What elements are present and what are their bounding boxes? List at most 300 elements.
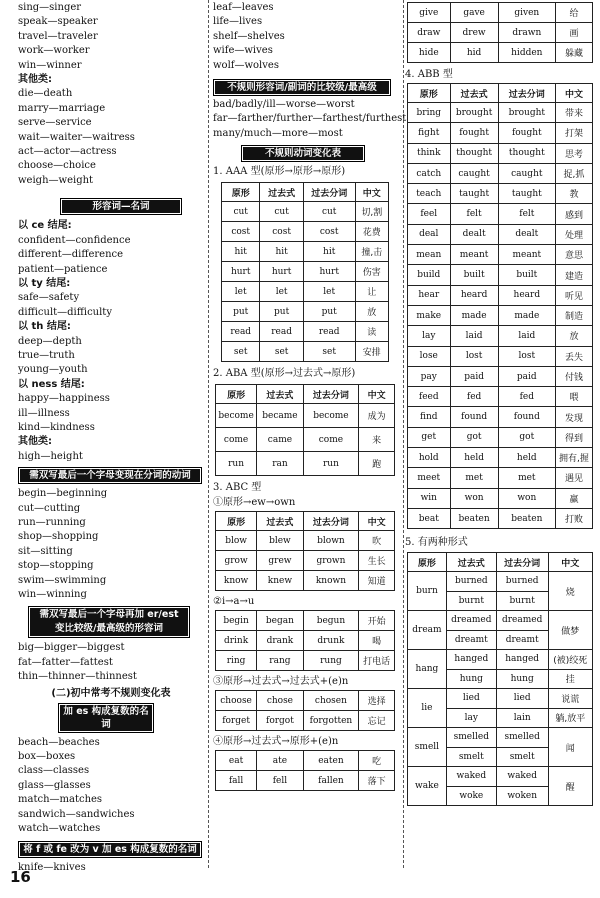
column-divider [208, 0, 209, 868]
table-cell: paid [450, 366, 498, 386]
table-cell: brought [498, 103, 555, 123]
table-cell: blew [257, 531, 304, 551]
table-cell: come [216, 428, 257, 452]
table-cell: hit [222, 242, 260, 262]
table-header-cell: 中文 [359, 512, 395, 531]
word-list [213, 98, 407, 141]
table-cell: build [408, 265, 451, 285]
table-cell: felt [498, 204, 555, 224]
table-cell: hidden [498, 43, 555, 63]
table-row [216, 611, 395, 631]
table-cell: forgotten [303, 711, 358, 731]
table-header-cell: 过去式 [446, 553, 496, 572]
abb-table [407, 83, 593, 529]
table-cell: ran [257, 452, 304, 476]
table-cell: found [498, 407, 555, 427]
table-cell: hit [260, 242, 303, 262]
table-header-cell: 过去式 [257, 512, 304, 531]
table-cell: fallen [303, 771, 358, 791]
word-list [18, 861, 204, 875]
word-pair: cut—cutting [18, 502, 81, 514]
table-header-row [408, 553, 593, 572]
table-cell: paid [498, 366, 555, 386]
table-cell: 喝 [359, 631, 395, 651]
table-row [408, 103, 593, 123]
table-cell: feel [408, 204, 451, 224]
table-cell: heard [498, 285, 555, 305]
table-header-cell: 原形 [216, 385, 257, 404]
word-pair: beach—beaches [18, 736, 100, 748]
table-cell: 捉,抓 [555, 163, 592, 183]
table-row [408, 143, 593, 163]
table-cell: hang [408, 650, 447, 689]
table-cell: blown [303, 531, 358, 551]
table-cell: 躲藏 [555, 43, 592, 63]
table-cell: drank [257, 631, 304, 651]
section-band-double-adj [28, 606, 190, 638]
word-list [18, 392, 204, 435]
table-cell: given [498, 3, 555, 23]
table-header-cell: 中文 [355, 183, 388, 202]
table-cell: 闻 [548, 728, 592, 767]
table-cell: meant [498, 245, 555, 265]
table-cell: smelled [496, 728, 548, 748]
table-cell: got [450, 427, 498, 447]
table-cell: rung [303, 651, 358, 671]
word-pair: fat—fatter—fattest [18, 656, 113, 668]
category-label: 以 ness 结尾: [18, 378, 85, 390]
table-header-cell: 过去分词 [303, 183, 355, 202]
word-pair: confident—confidence [18, 234, 131, 246]
table-cell: began [257, 611, 304, 631]
table-row [408, 508, 593, 528]
section-band-double-verb: 需双写最后一个字母变现在分词的动词 [18, 467, 202, 484]
table-header-cell: 过去分词 [303, 512, 358, 531]
table-cell: lied [446, 689, 496, 709]
table-row [222, 202, 389, 222]
table-cell: burn [408, 572, 447, 611]
table-row [216, 651, 395, 671]
band-line: 变比较级/最高级的形容词 [55, 623, 163, 635]
table-cell: 吃 [359, 751, 395, 771]
table-row [408, 387, 593, 407]
table-cell: smelt [496, 747, 548, 767]
table-cell: won [450, 488, 498, 508]
table-cell: 放 [355, 302, 388, 322]
table-cell: 喂 [555, 387, 592, 407]
table-cell: ring [216, 651, 257, 671]
word-list [18, 1, 204, 73]
word-pair: far—farther/further—farthest/furthest [213, 113, 407, 125]
table-cell: choose [216, 691, 257, 711]
table-cell: run [303, 452, 358, 476]
table-row [216, 751, 395, 771]
word-pair: thin—thinner—thinnest [18, 671, 137, 683]
word-pair: many/much—more—most [213, 127, 343, 139]
table-cell: came [257, 428, 304, 452]
table-cell: cost [222, 222, 260, 242]
table-cell: 说谎 [548, 689, 592, 709]
table-cell: waked [496, 767, 548, 787]
table-cell: 挂 [548, 669, 592, 689]
table-row [408, 245, 593, 265]
table-cell: smelt [446, 747, 496, 767]
table-cell: 伤害 [355, 262, 388, 282]
table-cell: fight [408, 123, 451, 143]
table-cell: 来 [359, 428, 395, 452]
table-header-cell: 中文 [359, 385, 395, 404]
table-cell: dream [408, 611, 447, 650]
table-cell: burnt [496, 591, 548, 611]
table-cell: 花费 [355, 222, 388, 242]
table-cell: 做梦 [548, 611, 592, 650]
table-cell: pay [408, 366, 451, 386]
aba-title: 2. ABA 型(原形→过去式→原形) [213, 368, 356, 380]
table-cell: let [260, 282, 303, 302]
word-pair: shelf—shelves [213, 30, 285, 42]
table-cell: found [450, 407, 498, 427]
category-label: 以 th 结尾: [18, 321, 71, 333]
word-pair: leaf—leaves [213, 2, 274, 13]
table-cell: (被)绞死 [548, 650, 592, 670]
table-row [408, 326, 593, 346]
table-row [408, 366, 593, 386]
band-line: 需双写最后一个字母再加 er/est [39, 609, 179, 621]
section-band-adj-noun: 形容词—名词 [60, 198, 182, 215]
table-header-cell: 过去式 [450, 84, 498, 103]
table-cell: cut [260, 202, 303, 222]
table-cell: dreamt [496, 630, 548, 650]
word-pair: stop—stopping [18, 560, 94, 572]
column-3 [405, 0, 597, 806]
category-label: 其他类: [18, 74, 52, 86]
abc1-table [215, 511, 395, 591]
table-row [408, 468, 593, 488]
table-cell: 成为 [359, 404, 395, 428]
table-cell: begin [216, 611, 257, 631]
word-pair: safe—safety [18, 292, 80, 304]
word-pair: swim—swimming [18, 574, 107, 586]
table-row [222, 242, 389, 262]
abc2-title: ②i→a→u [213, 596, 255, 608]
word-pair: patient—patience [18, 263, 108, 275]
table-cell: felt [450, 204, 498, 224]
table-cell: 放 [555, 326, 592, 346]
abc4-title: ④原形→过去式→原形+(e)n [213, 736, 339, 748]
table-cell: heard [450, 285, 498, 305]
table-cell: got [498, 427, 555, 447]
table-cell: fought [498, 123, 555, 143]
section-band-irregular-verbs: 不规则动词变化表 [241, 145, 365, 162]
table-cell: became [257, 404, 304, 428]
table-cell: 忘记 [359, 711, 395, 731]
table-row [408, 572, 593, 592]
table-cell: 开始 [359, 611, 395, 631]
word-list [18, 736, 204, 837]
table-cell: 感到 [555, 204, 592, 224]
table-cell: hung [496, 669, 548, 689]
word-pair: wife—wives [213, 45, 273, 57]
table-cell: cut [303, 202, 355, 222]
table-cell: ate [257, 751, 304, 771]
table-header-cell: 原形 [222, 183, 260, 202]
table-cell: chosen [303, 691, 358, 711]
abc2-table [215, 610, 395, 671]
table-cell: knew [257, 571, 304, 591]
table-cell: thought [450, 143, 498, 163]
table-cell: dreamed [446, 611, 496, 631]
table-row [408, 407, 593, 427]
table-row [408, 346, 593, 366]
word-pair: true—truth [18, 349, 75, 361]
word-pair: happy—happiness [18, 393, 110, 405]
word-pair: run—running [18, 517, 86, 528]
word-pair: knife—knives [18, 861, 86, 873]
table-row [408, 488, 593, 508]
table-cell: 给 [555, 3, 592, 23]
table-cell: deal [408, 224, 451, 244]
table-cell: teach [408, 184, 451, 204]
table-cell: make [408, 305, 451, 325]
table-cell: hear [408, 285, 451, 305]
table-cell: read [222, 322, 260, 342]
table-cell: 意思 [555, 245, 592, 265]
word-list [18, 450, 204, 464]
table-cell: get [408, 427, 451, 447]
word-pair: watch—watches [18, 823, 101, 835]
table-cell: known [303, 571, 358, 591]
table-row [216, 691, 395, 711]
table-cell: cut [222, 202, 260, 222]
irregular-heading: (二)初中常考不规则变化表 [51, 687, 171, 699]
table-cell: beaten [450, 508, 498, 528]
table-cell: bring [408, 103, 451, 123]
table-header-row [408, 84, 593, 103]
table-cell: gave [450, 3, 498, 23]
category-label: 以 ty 结尾: [18, 277, 71, 289]
table-cell: caught [498, 163, 555, 183]
word-pair: match—matches [18, 794, 103, 806]
table-cell: 遇见 [555, 468, 592, 488]
table-header-cell: 过去分词 [303, 385, 358, 404]
word-list [18, 291, 204, 320]
abc4-table [215, 750, 395, 791]
word-pair: wolf—wolves [213, 59, 279, 71]
table-row [408, 427, 593, 447]
table-row [408, 123, 593, 143]
table-cell: rang [257, 651, 304, 671]
table-header-cell: 过去分词 [496, 553, 548, 572]
table-cell: lied [496, 689, 548, 709]
table-cell: 知道 [359, 571, 395, 591]
table-header-cell: 中文 [555, 84, 592, 103]
abc1-title: ①原形→ew→own [213, 497, 296, 509]
table-header-cell: 过去式 [260, 183, 303, 202]
table-cell: 安排 [355, 342, 388, 362]
table-cell: cost [303, 222, 355, 242]
table-cell: grew [257, 551, 304, 571]
table-cell: put [260, 302, 303, 322]
table-row [408, 305, 593, 325]
table-row [216, 571, 395, 591]
abc3-table [215, 690, 395, 731]
word-pair: glass—glasses [18, 779, 91, 791]
table-cell: blow [216, 531, 257, 551]
table-cell: burnt [446, 591, 496, 611]
table-cell: 得到 [555, 427, 592, 447]
table-cell: 跑 [359, 452, 395, 476]
table-cell: beat [408, 508, 451, 528]
word-pair: win—winning [18, 589, 87, 601]
table-cell: fed [498, 387, 555, 407]
table-cell: 处理 [555, 224, 592, 244]
table-cell: drew [450, 23, 498, 43]
abb-title: 4. ABB 型 [405, 69, 453, 80]
table-row [408, 285, 593, 305]
table-cell: 教 [555, 184, 592, 204]
section-band-es-plural: 加 es 构成复数的名词 [58, 703, 154, 733]
top-table [407, 2, 593, 63]
table-row [408, 3, 593, 23]
word-pair: weigh—weight [18, 174, 94, 186]
table-cell: brought [450, 103, 498, 123]
table-cell: meant [450, 245, 498, 265]
table-cell: built [450, 265, 498, 285]
table-cell: hold [408, 448, 451, 468]
table-cell: find [408, 407, 451, 427]
word-pair: win—winner [18, 59, 82, 71]
category-label: 以 ce 结尾: [18, 220, 72, 232]
word-pair: die—death [18, 88, 73, 100]
table-row [408, 689, 593, 709]
table-cell: woken [496, 786, 548, 806]
word-pair: high—height [18, 450, 83, 462]
table-cell: begun [303, 611, 358, 631]
table-cell: eaten [303, 751, 358, 771]
abc3-title: ③原形→过去式→过去式+(e)n [213, 676, 349, 688]
table-cell: put [222, 302, 260, 322]
word-list [213, 1, 401, 73]
aaa-title: 1. AAA 型(原形→原形→原形) [213, 166, 346, 178]
table-cell: drunk [303, 631, 358, 651]
table-cell: 听见 [555, 285, 592, 305]
table-cell: dealt [498, 224, 555, 244]
word-list [18, 487, 204, 602]
table-cell: 撞,击 [355, 242, 388, 262]
table-cell: become [216, 404, 257, 428]
word-pair: different—difference [18, 249, 124, 261]
table-cell: forget [216, 711, 257, 731]
table-cell: won [498, 488, 555, 508]
table-cell: feed [408, 387, 451, 407]
table-cell: dreamed [496, 611, 548, 631]
table-cell: 拥有,握 [555, 448, 592, 468]
table-cell: smell [408, 728, 447, 767]
table-cell: eat [216, 751, 257, 771]
word-pair: begin—beginning [18, 488, 108, 500]
table-cell: become [303, 404, 358, 428]
table-cell: fed [450, 387, 498, 407]
word-pair: deep—depth [18, 335, 82, 347]
table-cell: drink [216, 631, 257, 651]
word-list [18, 335, 204, 378]
table-row [216, 711, 395, 731]
table-cell: set [303, 342, 355, 362]
table-header-cell: 原形 [408, 84, 451, 103]
word-pair: box—boxes [18, 751, 76, 763]
table-cell: 烧 [548, 572, 592, 611]
table-cell: meet [408, 468, 451, 488]
aaa-table [221, 182, 389, 362]
table-cell: let [303, 282, 355, 302]
table-cell: waked [446, 767, 496, 787]
table-row [222, 302, 389, 322]
table-row [408, 163, 593, 183]
table-cell: mean [408, 245, 451, 265]
column-2 [213, 0, 407, 791]
table-cell: run [216, 452, 257, 476]
word-list [18, 234, 204, 277]
table-cell: 打败 [555, 508, 592, 528]
table-cell: made [498, 305, 555, 325]
table-header-cell: 中文 [548, 553, 592, 572]
table-row [216, 428, 395, 452]
table-cell: laid [450, 326, 498, 346]
table-header-row [216, 512, 395, 531]
table-row [222, 342, 389, 362]
column-1 [18, 0, 204, 875]
table-cell: lie [408, 689, 447, 728]
word-pair: choose—choice [18, 160, 96, 172]
table-cell: 付钱 [555, 366, 592, 386]
two-forms-title: 5. 有两种形式 [405, 537, 468, 549]
table-cell: 带来 [555, 103, 592, 123]
table-cell: read [303, 322, 355, 342]
table-cell: met [450, 468, 498, 488]
table-cell: come [303, 428, 358, 452]
table-cell: lay [446, 708, 496, 728]
table-row [222, 222, 389, 242]
table-row [408, 728, 593, 748]
word-list [18, 641, 204, 684]
table-cell: win [408, 488, 451, 508]
table-row [222, 262, 389, 282]
table-cell: hanged [446, 650, 496, 670]
table-cell: know [216, 571, 257, 591]
table-row [408, 767, 593, 787]
table-cell: lose [408, 346, 451, 366]
table-row [408, 611, 593, 631]
section-band-comparatives: 不规则形容词/副词的比较级/最高级 [213, 79, 391, 96]
table-cell: hid [450, 43, 498, 63]
table-cell: 思考 [555, 143, 592, 163]
table-cell: hide [408, 43, 451, 63]
table-cell: burned [446, 572, 496, 592]
table-cell: chose [257, 691, 304, 711]
table-cell: smelled [446, 728, 496, 748]
table-cell: give [408, 3, 451, 23]
table-cell: held [450, 448, 498, 468]
word-pair: shop—shopping [18, 531, 99, 543]
word-pair: serve—service [18, 117, 92, 129]
table-cell: lost [450, 346, 498, 366]
table-row [216, 631, 395, 651]
table-cell: 切,割 [355, 202, 388, 222]
table-cell: taught [498, 184, 555, 204]
table-cell: set [222, 342, 260, 362]
category-label: 其他类: [18, 436, 52, 448]
table-cell: 打电话 [359, 651, 395, 671]
